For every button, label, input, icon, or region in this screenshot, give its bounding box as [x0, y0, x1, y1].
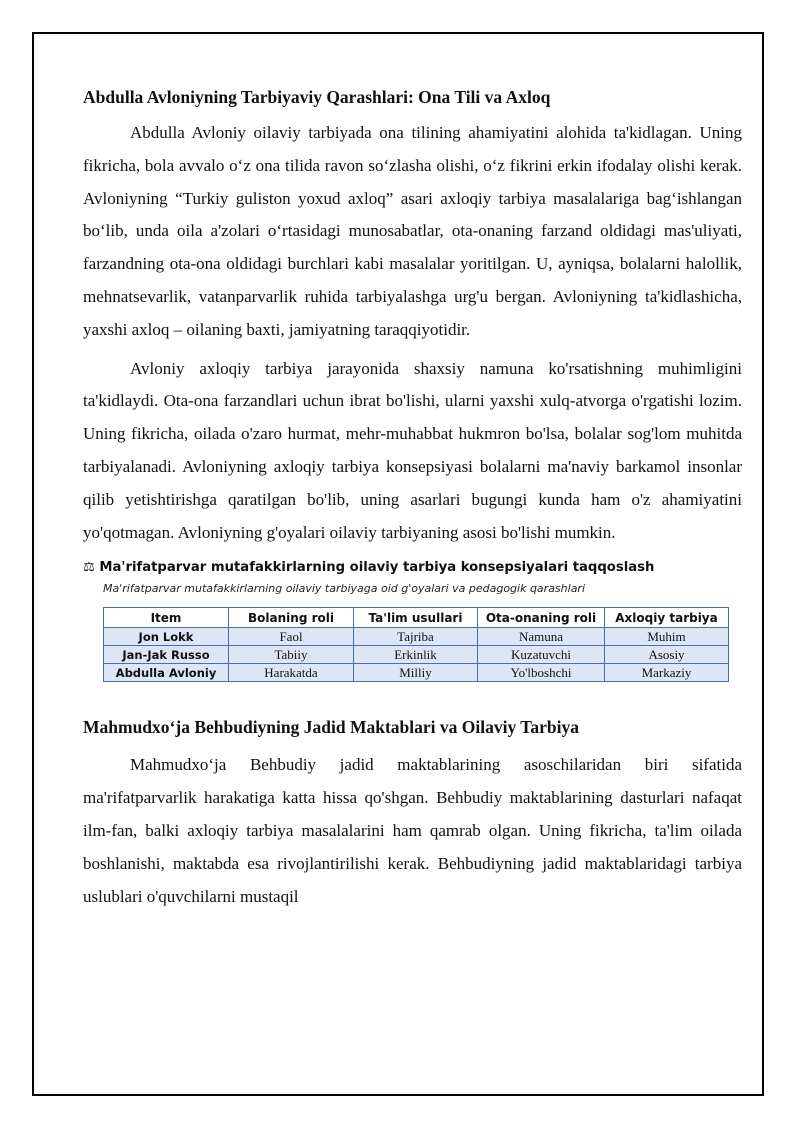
table-cell: Milliy — [354, 664, 478, 682]
column-header: Bolaning roli — [229, 608, 354, 628]
table-row — [104, 646, 729, 664]
comparison-table — [103, 607, 729, 682]
row-header: Jan-Jak Russo — [104, 646, 229, 664]
table-cell: Tajriba — [354, 628, 478, 646]
document-content — [83, 82, 742, 913]
table-cell: Yo'lboshchi — [478, 664, 605, 682]
column-header: Item — [104, 608, 229, 628]
table-cell: Kuzatuvchi — [478, 646, 605, 664]
table-cell: Asosiy — [605, 646, 729, 664]
paragraph: Abdulla Avloniy oilaviy tarbiyada ona tilining ahamiyatini alohida ta'kidlagan. Uning fikricha, bola avvalo o‘z ona tilida ravon so‘zlasha olishi, o‘z fikrini erkin ifodalay olishi kerak. Avloniyning “Turkiy guliston yoxud axloq” asari axloqiy tarbiya masalalariga bag‘ishlangan bo‘lib, unda oila a'zolari o‘rtasidagi munosabatlar, ota-onaning farzand oldidagi mas'uliyati, farzandning ota-ona oldidagi burchlari kabi masalalar yoritilgan. U, ayniqsa, bolalarni halollik, mehnatsevarlik, vatanparvarlik ruhida tarbiyalashga urg'u bergan. Avloniyning ta'kidlashicha, yaxshi axloq – oilaning baxti, jamiyatning taraqqiyotidir. — [83, 123, 742, 339]
table-cell: Markaziy — [605, 664, 729, 682]
table-cell: Faol — [229, 628, 354, 646]
table-cell: Namuna — [478, 628, 605, 646]
table-subtitle: Ma'rifatparvar mutafakkirlarning oilaviy tarbiyaga oid g'oyalari va pedagogik qarashlari — [103, 582, 586, 596]
section-heading-behbudiy: Mahmudxo‘ja Behbudiyning Jadid Maktablari va Oilaviy Tarbiya — [83, 717, 579, 738]
row-header: Abdulla Avloniy — [104, 664, 229, 682]
section-heading-avloniy: Abdulla Avloniyning Tarbiyaviy Qarashlari: Ona Tili va Axloq — [83, 87, 551, 107]
paragraph: Avloniy axloqiy tarbiya jarayonida shaxsiy namuna ko'rsatishning muhimligini ta'kidlaydi. Ota-ona farzandlari uchun ibrat bo'lishi, ularni yaxshi xulq-atvorga o'rgatishi lozim. Uning fikricha, oilada o'zaro hurmat, mehr-muhabbat hukmron bo'lsa, bolalar sog'lom muhitda tarbiyalanadi. Avloniyning axloqiy tarbiya konsepsiyasi bolalarni ma'naviy barkamol insonlar qilib yetishtirishga qaratilgan bo'lib, uning asarlari bugungi kunda ham o'z ahamiyatini yo'qotmagan. Avloniyning g'oyalari oilaviy tarbiyaning asosi bo'lishi mumkin. — [83, 358, 742, 542]
table-row — [104, 664, 729, 682]
table-row — [104, 628, 729, 646]
table-cell: Muhim — [605, 628, 729, 646]
paragraph: Mahmudxo‘ja Behbudiy jadid maktablarining asoschilaridan biri sifatida ma'rifatparvarlik harakatiga katta hissa qo'shgan. Behbudiy maktablarining dasturlari nafaqat ilm-fan, balki axloqiy tarbiya masalalarini ham qamrab olgan. Uning fikricha, ta'lim oilada boshlanishi, maktabda esa rivojlantirilishi kerak. Behbudiyning jadid maktablaridagi tarbiya uslublari o'quvchilarni mustaqil — [83, 755, 742, 906]
column-header: Ota-onaning roli — [478, 608, 605, 628]
table-header-row — [104, 608, 729, 628]
table-cell: Tabiiy — [229, 646, 354, 664]
column-header: Axloqiy tarbiya — [605, 608, 729, 628]
table-title: ⚖ Ma'rifatparvar mutafakkirlarning oilaviy tarbiya konsepsiyalari taqqoslash — [83, 560, 655, 576]
table-cell: Harakatda — [229, 664, 354, 682]
row-header: Jon Lokk — [104, 628, 229, 646]
column-header: Ta'lim usullari — [354, 608, 478, 628]
table-cell: Erkinlik — [354, 646, 478, 664]
